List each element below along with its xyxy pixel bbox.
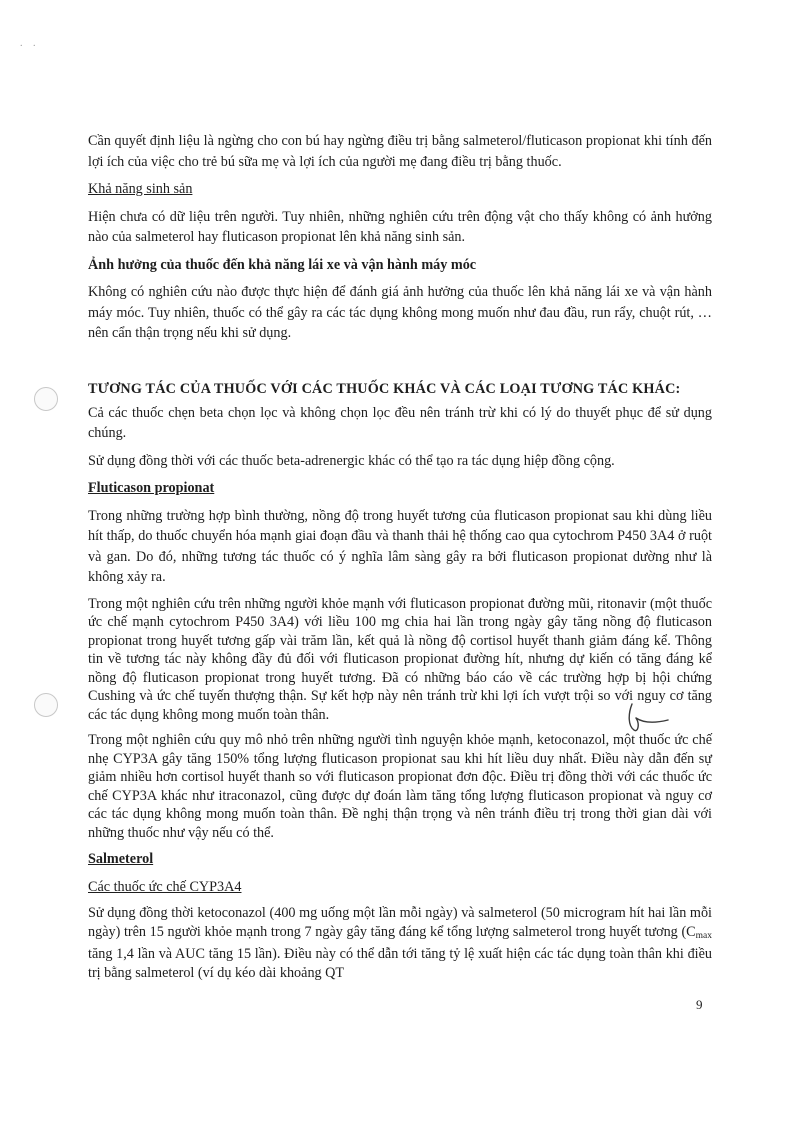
scan-specks: . .: [20, 38, 40, 49]
punch-hole-top: [34, 387, 58, 411]
fluticason-paragraph-3: Trong một nghiên cứu quy mô nhỏ trên những người tình nguyện khỏe mạnh, ketoconazol, một thuốc ức chế nhẹ CYP3A gây tăng 150% tổng lượng fluticason propionat sau khi hít liều duy nhất. Điều này dẫn đến sự giảm nhiều hơn cortisol huyết thanh so với fluticason propionat đơn độc. Điều trị đồng thời với các thuốc ức chế CYP3A khác như itraconazol, cũng được dự đoán làm tăng tổng lượng fluticason propionat và nguy cơ các tác dụng không mong muốn toàn thân. Đề nghị thận trọng và nên tránh điều trị trong thời gian dài với những thuốc như vậy nếu có thể.: [88, 732, 712, 841]
driving-heading: Ảnh hưởng của thuốc đến khả năng lái xe và vận hành máy móc: [88, 256, 477, 273]
salmeterol-text-b: tăng 1,4 lần và AUC tăng 15 lần). Điều này có thể dẫn tới tăng tỷ lệ xuất hiện các tác dụng toàn thân khi điều trị bằng salmeterol (ví dụ kéo dài khoảng QT: [88, 946, 712, 981]
breastfeeding-paragraph: Cần quyết định liệu là ngừng cho con bú hay ngừng điều trị bằng salmeterol/fluticason propionat khi tính đến lợi ích của việc cho trẻ bú sữa mẹ và lợi ích của người mẹ đang điều trị bằng thuốc.: [88, 133, 712, 170]
page-number: 9: [696, 997, 703, 1012]
salmeterol-text-a: Sử dụng đồng thời ketoconazol (400 mg uống một lần mỗi ngày) và salmeterol (50 microgram hít hai lần mỗi ngày) trên 15 người khỏe mạnh trong 7 ngày gây tăng đáng kể tổng lượng salmeterol trong huyết tương (C: [88, 905, 712, 940]
cyp3a4-heading: Các thuốc ức chế CYP3A4: [88, 878, 242, 895]
fertility-paragraph: Hiện chưa có dữ liệu trên người. Tuy nhiên, những nghiên cứu trên động vật cho thấy không có ảnh hưởng nào của salmeterol hay fluticason propionat lên khả năng sinh sản.: [88, 208, 712, 245]
page-content: [88, 131, 712, 989]
fluticason-heading: Fluticason propionat: [88, 480, 215, 496]
cmax-subscript: max: [695, 930, 712, 941]
punch-hole-bottom: [34, 693, 58, 717]
driving-paragraph: Không có nghiên cứu nào được thực hiện để đánh giá ảnh hưởng của thuốc lên khả năng lái xe và vận hành máy móc. Tuy nhiên, thuốc có thể gây ra các tác dụng không mong muốn như đau đầu, run rẩy, chuột rút, … nên cẩn thận trọng nếu khi sử dụng.: [88, 284, 712, 341]
fluticason-paragraph-2: Trong một nghiên cứu trên những người khỏe mạnh với fluticason propionat đường mũi, ritonavir (một thuốc ức chế mạnh cytochrom P450 3A4) với liều 100 mg chia hai lần trong ngày gây tăng nồng độ fluticason propionat trong huyết tương gấp vài trăm lần, kết quả là nồng độ cortisol huyết thanh giảm đáng kể. Thông tin về tương tác này không đầy đủ đối với fluticason propionat đường hít, nhưng dự kiến có tăng đáng kể nồng độ fluticason propionat trong huyết tương. Đã có những báo cáo về các trường hợp bị hội chứng Cushing và ức chế tuyến thượng thận. Sự kết hợp này nên tránh trừ khi lợi ích vượt trội so với nguy cơ tăng các tác dụng không mong muốn toàn thân.: [88, 595, 712, 723]
handwritten-initials: [618, 700, 678, 740]
beta-adrenergic-paragraph: Sử dụng đồng thời với các thuốc beta-adrenergic khác có thể tạo ra tác dụng hiệp đồng cộng.: [88, 452, 615, 469]
salmeterol-paragraph: [88, 904, 712, 982]
fertility-heading: Khả năng sinh sản: [88, 181, 193, 197]
salmeterol-heading: Salmeterol: [88, 851, 154, 867]
interactions-heading: TƯƠNG TÁC CỦA THUỐC VỚI CÁC THUỐC KHÁC VÀ CÁC LOẠI TƯƠNG TÁC KHÁC:: [88, 380, 681, 397]
fluticason-paragraph-1: Trong những trường hợp bình thường, nồng độ trong huyết tương của fluticason propionat sau khi dùng liều hít thấp, do thuốc chuyển hóa mạnh giai đoạn đầu và thanh thải hệ thống cao qua cytochrom P450 3A4 ở ruột và gan. Do đó, những tương tác thuốc có ý nghĩa lâm sàng gây ra bởi fluticason propionat dường như là không xảy ra.: [88, 507, 712, 585]
beta-blocker-paragraph: Cả các thuốc chẹn beta chọn lọc và không chọn lọc đều nên tránh trừ khi có lý do thuyết phục để sử dụng chúng.: [88, 404, 712, 441]
